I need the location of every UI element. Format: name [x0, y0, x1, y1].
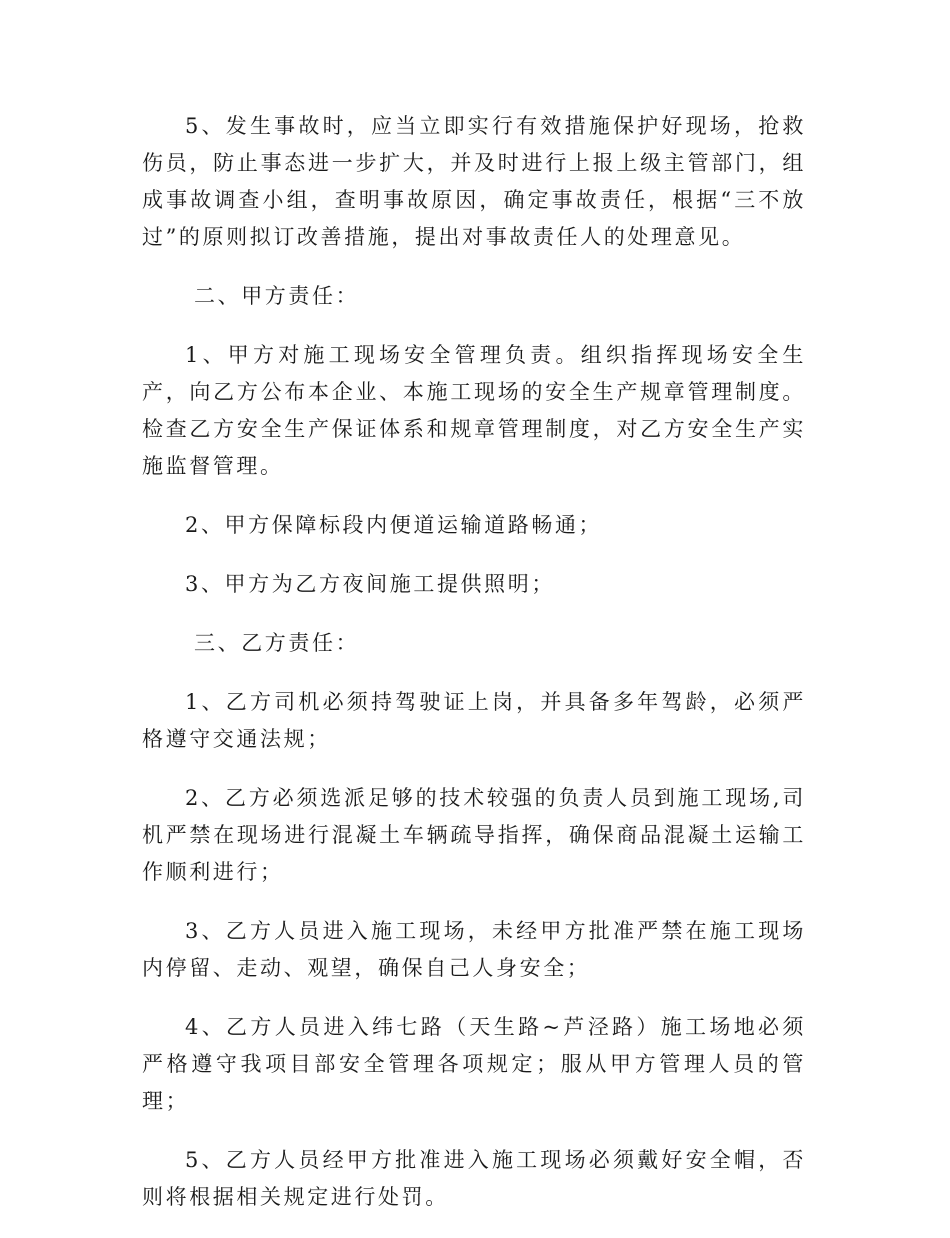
party-b-clause-3: 3、乙方人员进入施工现场，未经甲方批准严禁在施工现场内停留、走动、观望，确保自己人身安全；: [142, 919, 806, 980]
party-b-clause-4: 4、乙方人员进入纬七路（天生路~芦泾路）施工场地必须严格遵守我项目部安全管理各项规定；服从甲方管理人员的管理；: [142, 1015, 806, 1113]
party-a-clause-1: 1、甲方对施工现场安全管理负责。组织指挥现场安全生产，向乙方公布本企业、本施工现场的安全生产规章管理制度。检查乙方安全生产保证体系和规章管理制度，对乙方安全生产实施监督管理。: [142, 343, 806, 478]
party-a-clause-2: 2、甲方保障标段内便道运输道路畅通；: [185, 513, 603, 537]
party-b-clause-5: 5、乙方人员经甲方批准进入施工现场必须戴好安全帽，否则将根据相关规定进行处罚。: [142, 1148, 806, 1209]
party-a-clause-3: 3、甲方为乙方夜间施工提供照明；: [185, 572, 555, 596]
clause-5-accident-handling: 5、发生事故时，应当立即实行有效措施保护好现场，抢救伤员，防止事态进一步扩大，并及时进行上报上级主管部门，组成事故调查小组，查明事故原因，确定事故责任，根据“三不放过”的原则拟订改善措施，提出对事故责任人的处理意见。: [142, 114, 806, 249]
party-b-clause-1: 1、乙方司机必须持驾驶证上岗，并具备多年驾龄，必须严格遵守交通法规；: [142, 690, 806, 751]
section-heading-party-a: 二、甲方责任：: [194, 284, 360, 308]
party-b-clause-2: 2、乙方必须选派足够的技术较强的负责人员到施工现场,司机严禁在现场进行混凝土车辆疏导指挥，确保商品混凝土运输工作顺利进行；: [142, 786, 806, 884]
document-body: [142, 108, 806, 1238]
section-heading-party-b: 三、乙方责任：: [194, 631, 360, 655]
